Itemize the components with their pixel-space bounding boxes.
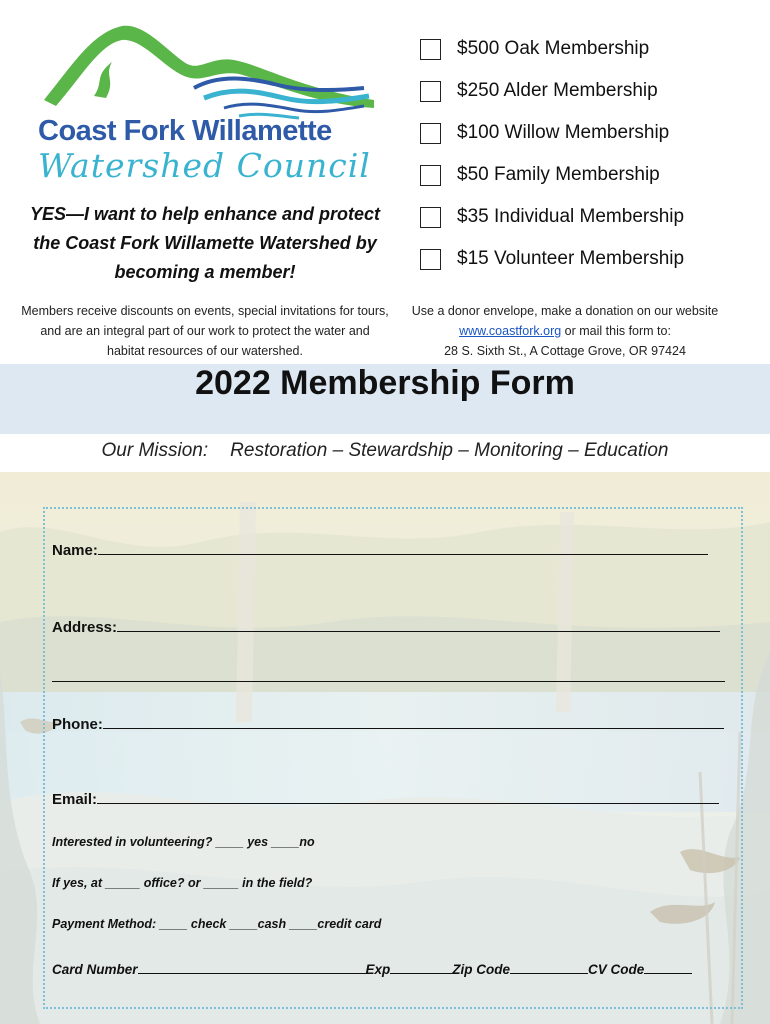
cv-code-label: CV Code bbox=[588, 962, 645, 977]
form-title: 2022 Membership Form bbox=[195, 364, 575, 402]
membership-label: $35 Individual Membership bbox=[457, 206, 685, 227]
membership-option-willow[interactable] bbox=[420, 112, 765, 154]
logo-title: Coast Fork Willamette bbox=[38, 115, 332, 147]
volunteer-question[interactable]: Interested in volunteering? ____ yes ____no bbox=[52, 835, 315, 849]
name-field[interactable] bbox=[52, 541, 708, 559]
membership-checkbox[interactable] bbox=[420, 207, 441, 228]
membership-label: $100 Willow Membership bbox=[457, 122, 670, 143]
mission-label: Our Mission: bbox=[101, 440, 209, 461]
name-label: Name: bbox=[52, 542, 98, 559]
mission-text: Restoration – Stewardship – Monitoring – Education bbox=[230, 440, 669, 461]
volunteer-location-question[interactable]: If yes, at _____ office? or _____ in the field? bbox=[52, 876, 313, 890]
form-fields-frame bbox=[43, 507, 743, 1009]
address-label: Address: bbox=[52, 619, 118, 636]
email-label: Email: bbox=[52, 791, 98, 808]
zip-code-input-line[interactable] bbox=[510, 960, 588, 974]
donor-note bbox=[405, 301, 725, 361]
membership-option-oak[interactable] bbox=[420, 28, 765, 70]
membership-option-volunteer[interactable] bbox=[420, 238, 765, 280]
card-number-input-line[interactable] bbox=[138, 960, 366, 974]
membership-label: $50 Family Membership bbox=[457, 164, 660, 185]
membership-checkbox[interactable] bbox=[420, 39, 441, 60]
card-number-label: Card Number bbox=[52, 962, 138, 977]
payment-method-question[interactable]: Payment Method: ____ check ____cash ____credit card bbox=[52, 917, 382, 931]
phone-label: Phone: bbox=[52, 716, 103, 733]
membership-label: $15 Volunteer Membership bbox=[457, 248, 685, 269]
phone-input-line[interactable] bbox=[103, 715, 724, 729]
address-input-line-2[interactable] bbox=[52, 668, 725, 682]
email-input-line[interactable] bbox=[97, 790, 719, 804]
exp-label: Exp bbox=[365, 962, 391, 977]
email-field[interactable] bbox=[52, 790, 719, 808]
logo-subtitle: Watershed Council bbox=[38, 146, 371, 185]
membership-label: $250 Alder Membership bbox=[457, 80, 658, 101]
address-field-line-2[interactable] bbox=[52, 668, 725, 686]
donor-text-after: or mail this form to: bbox=[561, 324, 671, 338]
zip-code-label: Zip Code bbox=[452, 962, 511, 977]
membership-options bbox=[420, 28, 765, 280]
mailing-address: 28 S. Sixth St., A Cottage Grove, OR 97424 bbox=[444, 344, 686, 358]
membership-checkbox[interactable] bbox=[420, 249, 441, 270]
exp-input-line[interactable] bbox=[390, 960, 452, 974]
phone-field[interactable] bbox=[52, 715, 724, 733]
members-note: Members receive discounts on events, special invitations for tours, and are an integral part of our work to protect the water and habitat resources of our watershed. bbox=[21, 304, 389, 358]
membership-option-alder[interactable] bbox=[420, 70, 765, 112]
website-link[interactable]: www.coastfork.org bbox=[459, 324, 562, 338]
membership-checkbox[interactable] bbox=[420, 81, 441, 102]
tagline: YES—I want to help enhance and protect the Coast Fork Willamette Watershed by becoming a member! bbox=[29, 204, 381, 282]
card-details-row[interactable] bbox=[52, 960, 692, 977]
membership-option-individual[interactable] bbox=[420, 196, 765, 238]
address-field[interactable] bbox=[52, 618, 720, 636]
address-input-line[interactable] bbox=[117, 618, 720, 632]
membership-option-family[interactable] bbox=[420, 154, 765, 196]
membership-checkbox[interactable] bbox=[420, 123, 441, 144]
cv-code-input-line[interactable] bbox=[644, 960, 692, 974]
mission-line bbox=[0, 440, 770, 462]
membership-label: $500 Oak Membership bbox=[457, 38, 650, 59]
donor-text: Use a donor envelope, make a donation on our website bbox=[411, 304, 719, 318]
membership-checkbox[interactable] bbox=[420, 165, 441, 186]
name-input-line[interactable] bbox=[98, 541, 708, 555]
